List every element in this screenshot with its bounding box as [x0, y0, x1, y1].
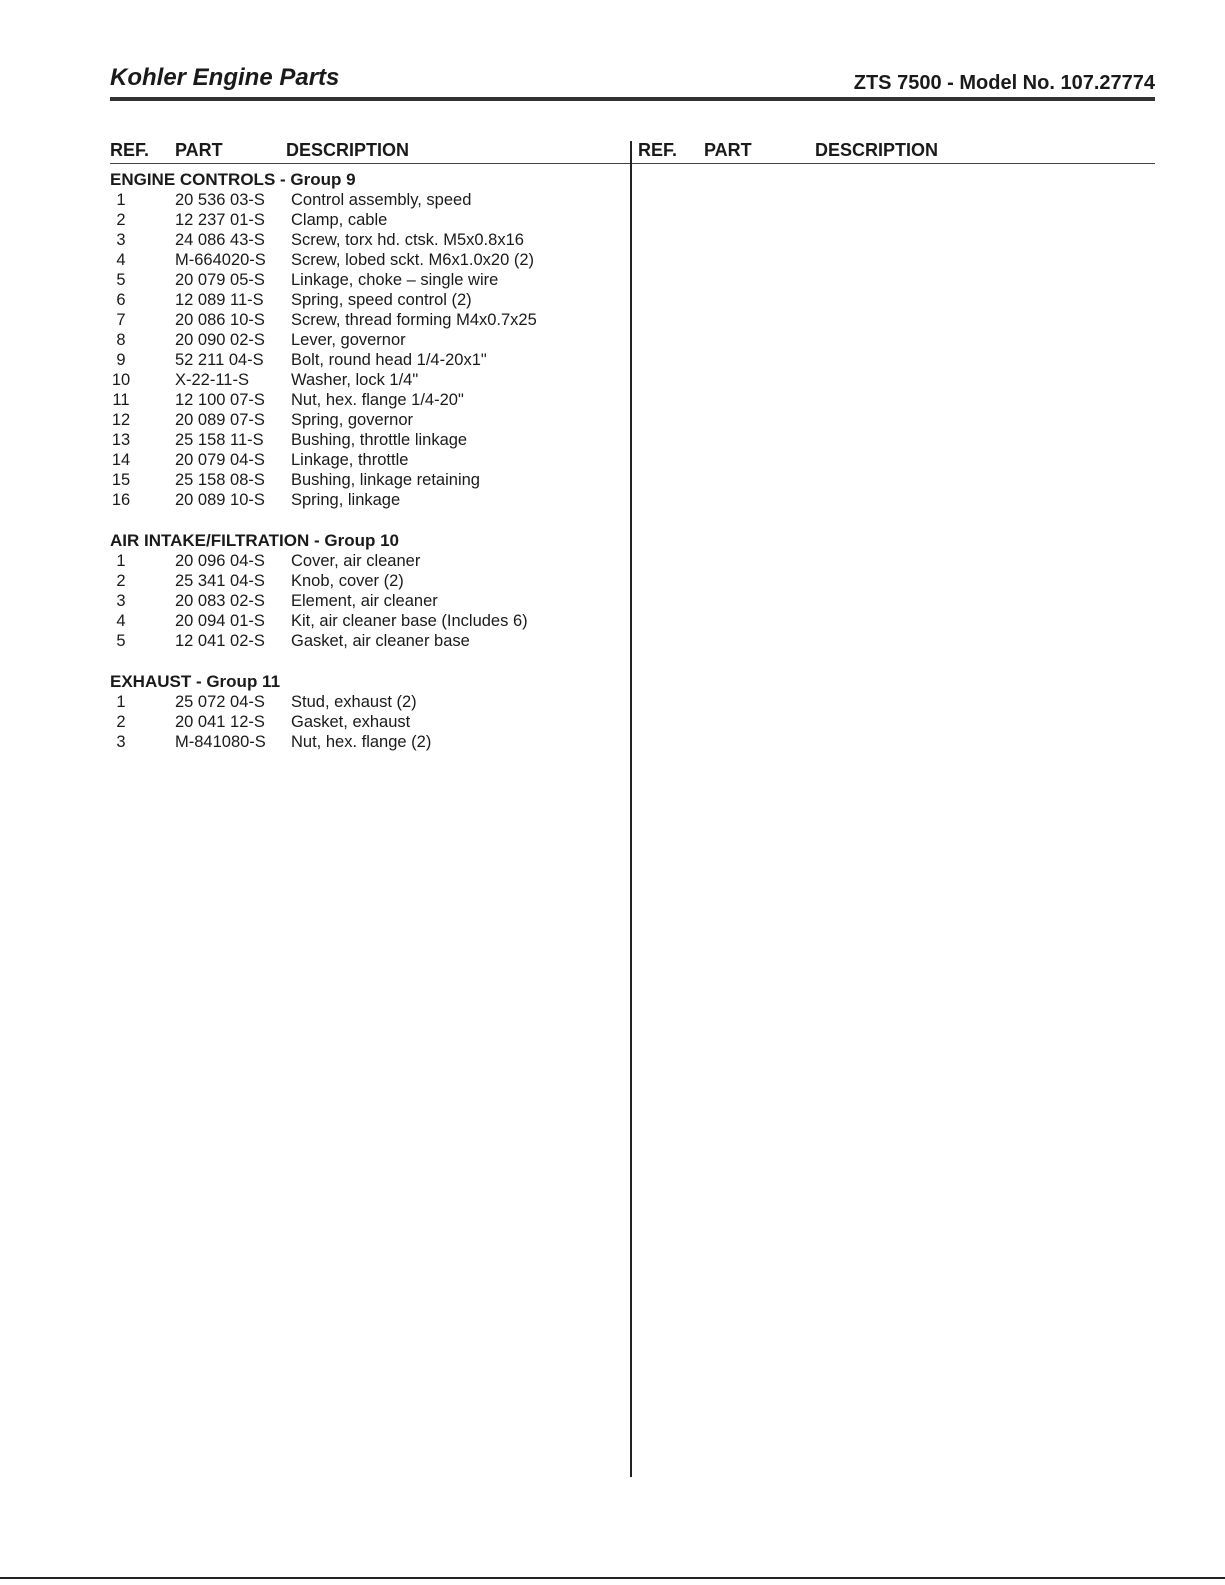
part-number: 20 079 04-S	[175, 451, 265, 469]
table-row	[110, 250, 625, 270]
part-number: 12 089 11-S	[175, 291, 264, 309]
part-number: 25 072 04-S	[175, 693, 265, 711]
col-ref-label: REF.	[110, 140, 150, 160]
part-number: 20 086 10-S	[175, 311, 265, 329]
ref-number: 1	[116, 191, 126, 209]
group-title: AIR INTAKE/FILTRATION - Group 10	[110, 531, 399, 550]
col-part-label: PART	[175, 140, 223, 160]
ref-number: 5	[116, 632, 126, 650]
part-description: Linkage, choke – single wire	[291, 271, 499, 289]
table-row	[110, 190, 625, 210]
table-row	[110, 330, 625, 350]
table-row	[110, 370, 625, 390]
header-rule	[110, 97, 1155, 101]
col-part-label: PART	[704, 140, 752, 160]
ref-number: 3	[116, 592, 126, 610]
page-header	[110, 62, 1155, 100]
table-row	[110, 410, 625, 430]
table-row	[110, 210, 625, 230]
part-number: 24 086 43-S	[175, 231, 265, 249]
part-description: Spring, linkage	[291, 491, 401, 509]
right-column-header	[638, 140, 1155, 162]
part-number: 12 100 07-S	[175, 391, 265, 409]
part-description: Screw, lobed sckt. M6x1.0x20 (2)	[291, 251, 535, 269]
ref-number: 5	[116, 271, 126, 289]
part-description: Bolt, round head 1/4-20x1"	[291, 351, 487, 369]
part-number: 20 536 03-S	[175, 191, 265, 209]
ref-number: 4	[116, 612, 126, 630]
table-row	[110, 350, 625, 370]
part-number: 20 096 04-S	[175, 552, 265, 570]
table-row	[110, 450, 625, 470]
part-number: M-841080-S	[175, 733, 266, 751]
part-description: Washer, lock 1/4"	[291, 371, 419, 389]
part-number: 20 041 12-S	[175, 713, 265, 731]
parts-group	[110, 672, 625, 752]
page-bottom-rule	[0, 1577, 1225, 1579]
table-row	[110, 732, 625, 752]
ref-number: 7	[116, 311, 126, 329]
ref-number: 14	[111, 451, 131, 469]
part-number: 20 089 10-S	[175, 491, 265, 509]
part-number: 52 211 04-S	[175, 351, 264, 369]
table-row	[110, 430, 625, 450]
part-description: Stud, exhaust (2)	[291, 693, 417, 711]
col-ref-label: REF.	[638, 140, 678, 160]
group-title: ENGINE CONTROLS - Group 9	[110, 170, 356, 189]
part-description: Gasket, air cleaner base	[291, 632, 470, 650]
part-number: 20 079 05-S	[175, 271, 265, 289]
table-row	[110, 230, 625, 250]
col-description-label: DESCRIPTION	[815, 140, 939, 160]
table-row	[110, 490, 625, 510]
part-number: 12 237 01-S	[175, 211, 265, 229]
part-description: Gasket, exhaust	[291, 713, 411, 731]
table-row	[110, 692, 625, 712]
part-description: Lever, governor	[291, 331, 406, 349]
ref-number: 3	[116, 733, 126, 751]
ref-number: 8	[116, 331, 126, 349]
ref-number: 10	[111, 371, 131, 389]
part-description: Nut, hex. flange (2)	[291, 733, 432, 751]
table-row	[110, 551, 625, 571]
column-header-rule	[110, 163, 1155, 164]
part-number: 20 089 07-S	[175, 411, 265, 429]
table-row	[110, 712, 625, 732]
part-number: 20 083 02-S	[175, 592, 265, 610]
parts-group	[110, 531, 625, 651]
part-description: Screw, thread forming M4x0.7x25	[291, 311, 537, 329]
ref-number: 1	[116, 552, 126, 570]
part-description: Cover, air cleaner	[291, 552, 421, 570]
parts-group	[110, 170, 625, 510]
ref-number: 9	[116, 351, 126, 369]
column-divider	[630, 141, 632, 1477]
table-row	[110, 611, 625, 631]
part-number: 25 158 08-S	[175, 471, 265, 489]
part-number: 20 094 01-S	[175, 612, 265, 630]
part-number: 20 090 02-S	[175, 331, 265, 349]
parts-list	[110, 170, 625, 773]
part-description: Bushing, throttle linkage	[291, 431, 468, 449]
left-column-header	[110, 140, 625, 162]
ref-number: 16	[111, 491, 131, 509]
ref-number: 2	[116, 572, 126, 590]
part-number: 25 158 11-S	[175, 431, 264, 449]
part-number: 12 041 02-S	[175, 632, 265, 650]
part-description: Spring, governor	[291, 411, 413, 429]
page-title: Kohler Engine Parts	[110, 64, 340, 91]
part-number: M-664020-S	[175, 251, 266, 269]
ref-number: 2	[116, 713, 126, 731]
ref-number: 4	[116, 251, 126, 269]
part-number: X-22-11-S	[175, 371, 249, 389]
ref-number: 2	[116, 211, 126, 229]
ref-number: 3	[116, 231, 126, 249]
table-row	[110, 270, 625, 290]
ref-number: 13	[111, 431, 131, 449]
table-row	[110, 310, 625, 330]
ref-number: 15	[111, 471, 131, 489]
part-description: Kit, air cleaner base (Includes 6)	[291, 612, 528, 630]
group-title: EXHAUST - Group 11	[110, 672, 281, 691]
part-number: 25 341 04-S	[175, 572, 265, 590]
ref-number: 12	[111, 411, 131, 429]
table-row	[110, 571, 625, 591]
part-description: Linkage, throttle	[291, 451, 409, 469]
model-number: ZTS 7500 - Model No. 107.27774	[853, 72, 1155, 94]
ref-number: 1	[116, 693, 126, 711]
part-description: Screw, torx hd. ctsk. M5x0.8x16	[291, 231, 524, 249]
part-description: Clamp, cable	[291, 211, 388, 229]
table-row	[110, 591, 625, 611]
part-description: Knob, cover (2)	[291, 572, 404, 590]
part-description: Control assembly, speed	[291, 191, 472, 209]
table-row	[110, 470, 625, 490]
ref-number: 6	[116, 291, 126, 309]
table-row	[110, 290, 625, 310]
part-description: Bushing, linkage retaining	[291, 471, 480, 489]
part-description: Element, air cleaner	[291, 592, 438, 610]
col-description-label: DESCRIPTION	[286, 140, 410, 160]
ref-number: 11	[112, 391, 130, 409]
part-description: Nut, hex. flange 1/4-20"	[291, 391, 464, 409]
table-row	[110, 390, 625, 410]
table-row	[110, 631, 625, 651]
part-description: Spring, speed control (2)	[291, 291, 472, 309]
